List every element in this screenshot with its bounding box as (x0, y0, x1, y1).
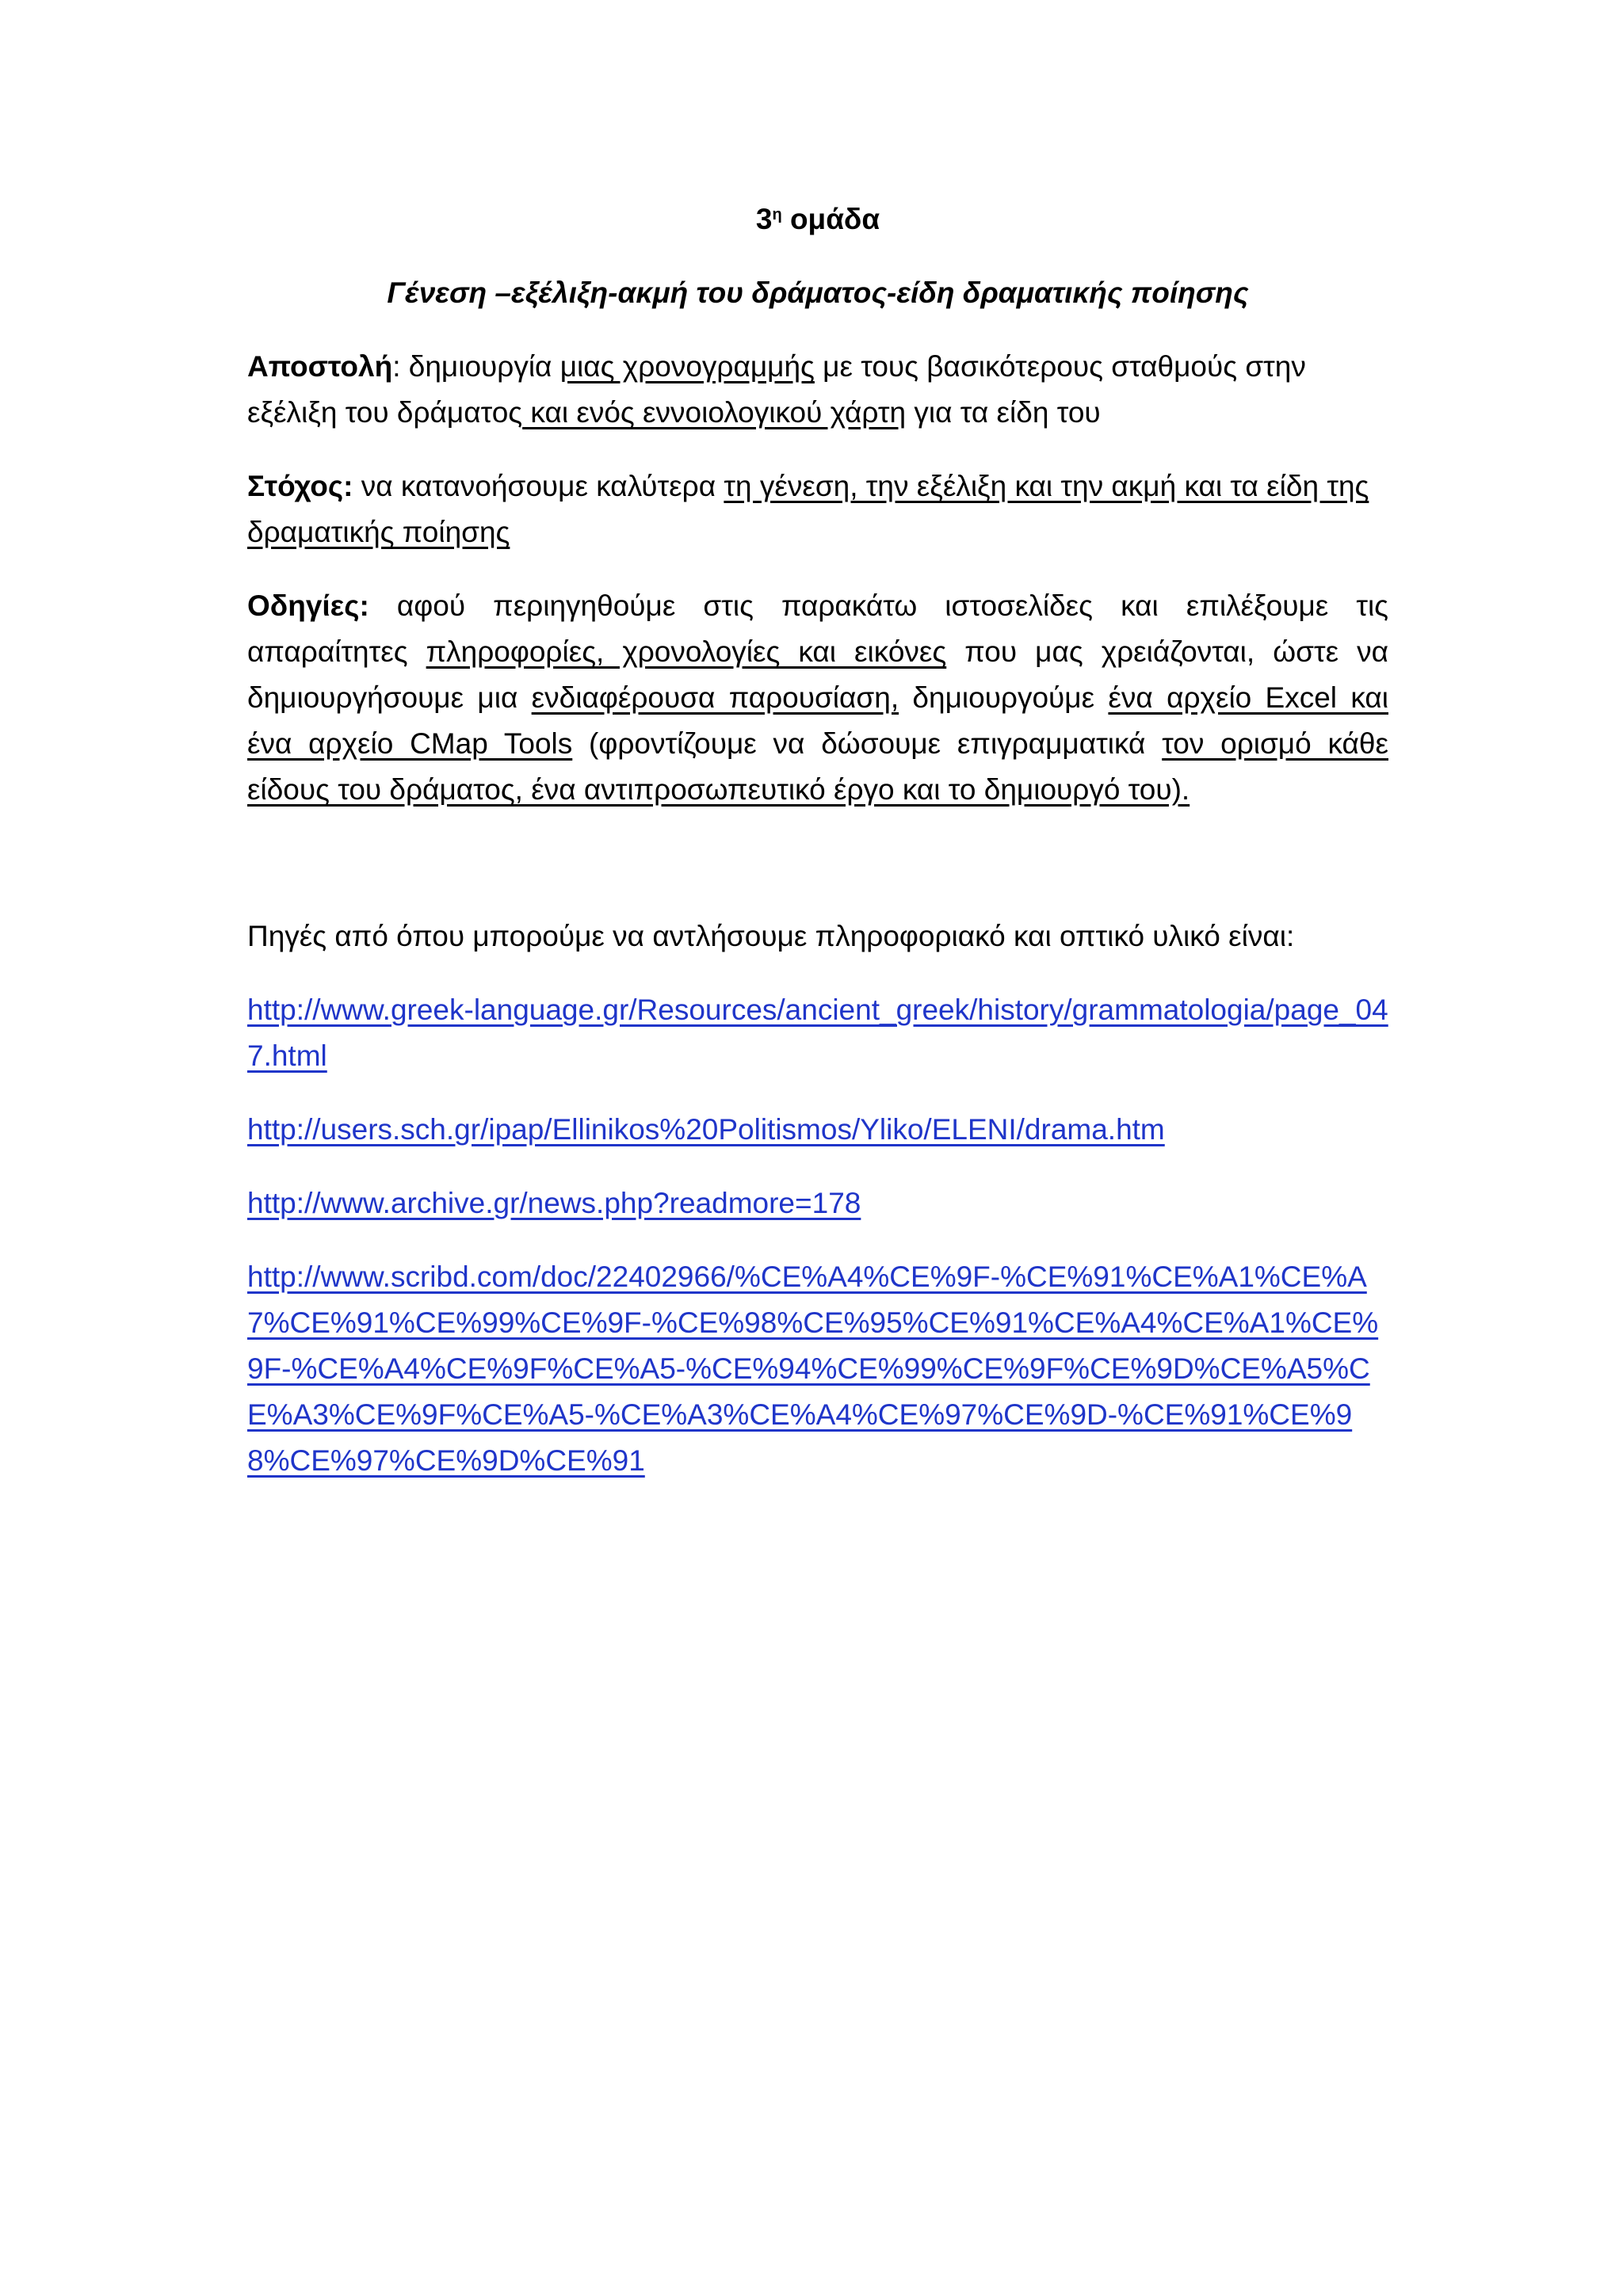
goal-text-1: να κατανοήσουμε καλύτερα (353, 470, 724, 502)
document-body (247, 196, 1388, 1512)
group-number-superscript: η (772, 206, 782, 223)
mission-underlined-1: μιας χρονογραμμής (559, 350, 815, 383)
instructions-underlined-3: ένα αρχείο Excel και ένα αρχείο CMap Tools (247, 681, 1388, 760)
instructions-label: Οδηγίες: (247, 589, 369, 622)
mission-text-3: για τα είδη του (906, 396, 1101, 429)
mission-text-1: : δημιουργία (392, 350, 560, 383)
goal-label: Στόχος: (247, 470, 353, 502)
mission-text-2: με τους βασικότερους σταθμούς στην εξέλιξη του δράματος (247, 350, 1306, 429)
instructions-text-4: (φροντίζουμε να δώσουμε επιγραμματικά (572, 727, 1163, 760)
mission-label: Αποστολή (247, 350, 393, 383)
instructions-underlined-2: ενδιαφέρουσα παρουσίαση, (531, 681, 899, 714)
topic-subtitle: Γένεση –εξέλιξη-ακμή του δράματος-είδη δραματικής ποίησης (387, 277, 1249, 309)
goal-underlined-1: τη γένεση, την εξέλιξη και την ακμή και τα είδη της δραματικής ποίησης (247, 470, 1369, 548)
goal-paragraph (247, 463, 1388, 555)
instructions-text-2: που μας χρειάζονται, ώστε να δημιουργήσουμε μια (247, 635, 1388, 714)
source-link-3[interactable]: http://www.archive.gr/news.php?readmore=178 (247, 1187, 861, 1219)
instructions-underlined-4: τον ορισμό κάθε είδους του δράματος, ένα αντιπροσωπευτικό έργο και το δημιουργό του). (247, 727, 1388, 806)
mission-underlined-2: και ενός εννοιολογικού χάρτη (522, 396, 907, 429)
blank-space (247, 841, 1388, 913)
instructions-text-3: δημιουργούμε (899, 681, 1109, 714)
source-link-4[interactable]: http://www.scribd.com/doc/22402966/%CE%A4%CE%9F-%CE%91%CE%A1%CE%A7%CE%91%CE%99%CE%9F-%CE%98%CE%95%CE%91%CE%A4%CE%A1%CE%9F-%CE%A4%CE%9F%CE%A5-%CE%94%CE%99%CE%9F%CE%9D%CE%A5%CE%A3%CE%9F%CE%A5-%CE%A3%CE%A4%CE%97%CE%9D-%CE%91%CE%98%CE%97%CE%9D%CE%91 (247, 1261, 1379, 1477)
source-link-1[interactable]: http://www.greek-language.gr/Resources/ancient_greek/history/grammatologia/page_047.html (247, 994, 1388, 1072)
sources-intro: Πηγές από όπου μπορούμε να αντλήσουμε πληροφοριακό και οπτικό υλικό είναι: (247, 920, 1295, 952)
group-number: 3 (755, 203, 773, 235)
group-title (247, 196, 1388, 242)
source-link-2[interactable]: http://users.sch.gr/ipap/Ellinikos%20Politismos/Yliko/ELENI/drama.htm (247, 1113, 1165, 1146)
mission-paragraph (247, 344, 1388, 436)
group-title-text: ομάδα (789, 203, 880, 235)
instructions-paragraph (247, 583, 1388, 813)
instructions-underlined-1: πληροφορίες, χρονολογίες και εικόνες (426, 635, 947, 668)
instructions-text-1: αφού περιηγηθούμε στις παρακάτω ιστοσελίδες και επιλέξουμε τις απαραίτητες (247, 589, 1388, 668)
